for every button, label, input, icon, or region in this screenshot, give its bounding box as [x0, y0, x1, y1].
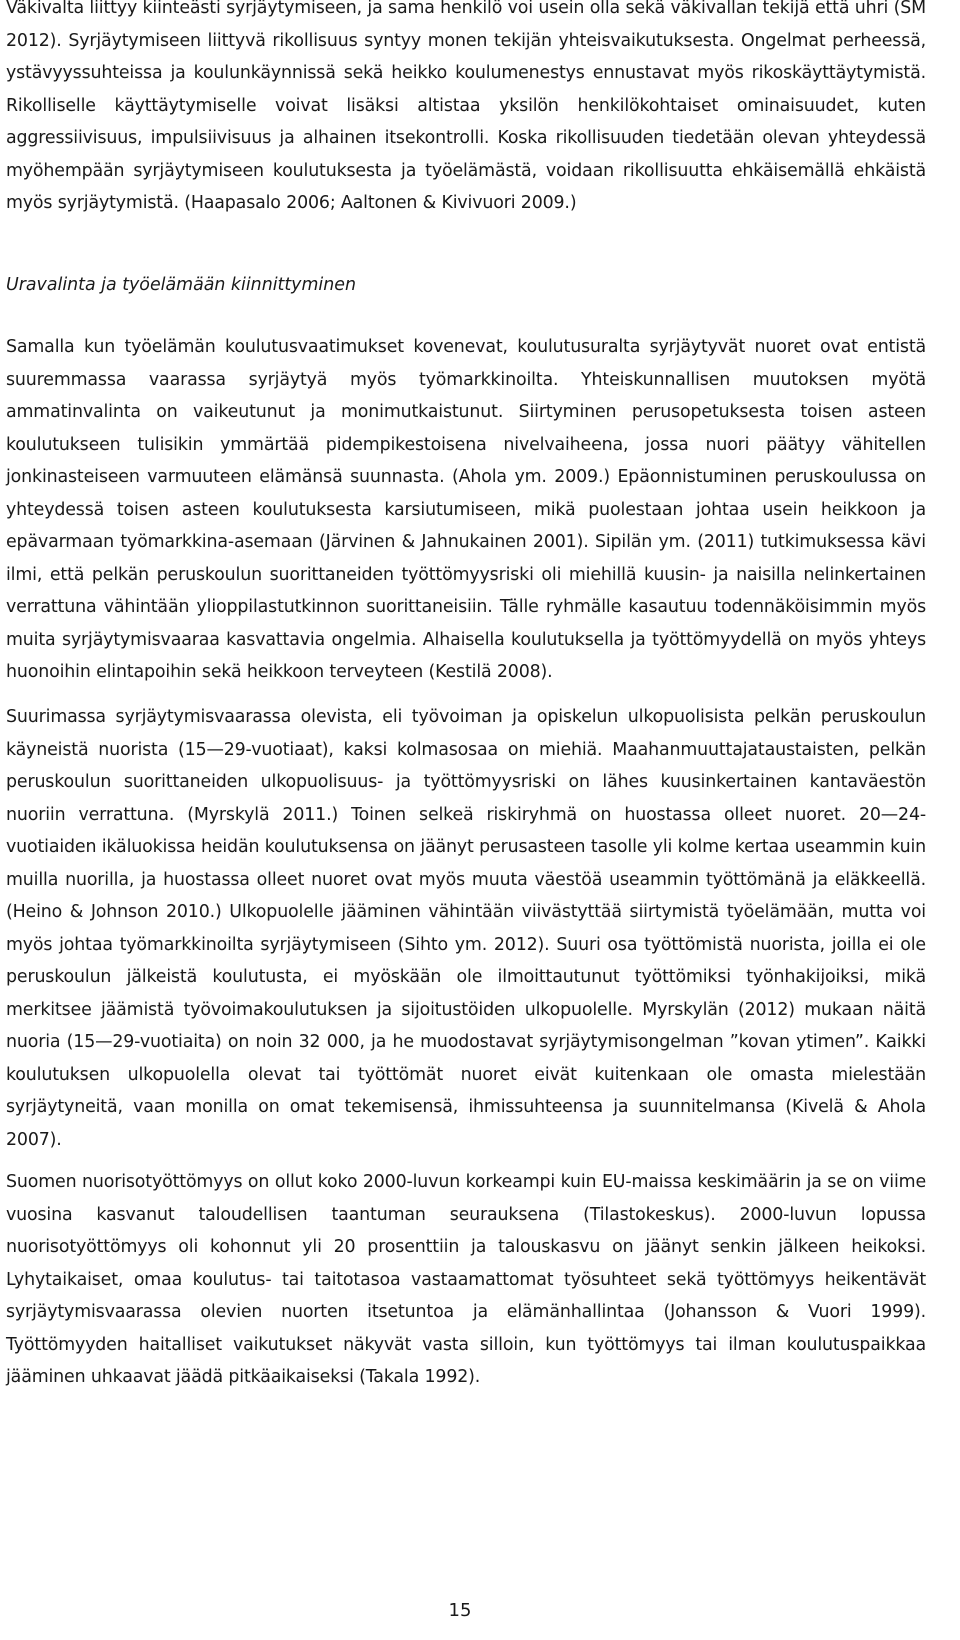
- paragraph-youth-unemployment: Suomen nuorisotyöttömyys on ollut koko 2000-luvun korkeampi kuin EU-maissa keskimäärin ja se on viime vuosina kasvanut taloudellisen taantuman seurauksena (Tilastokeskus). 2000-luvun lopussa nuorisotyöttömyys oli kohonnut yli 20 prosenttiin ja talouskasvu on jäänyt senkin jälkeen heikoksi. Lyhytaikaiset, omaa koulutus- tai taitotasoa vastaamattomat työsuhteet sekä työttömyys heikentävät syrjäytymisvaarassa olevien nuorten itsetuntoa ja elämänhallintaa (Johansson & Vuori 1999). Työttömyyden haitalliset vaikutukset näkyvät vasta silloin, kun työttömyys tai ilman koulutuspaikkaa jääminen uhkaavat jäädä pitkäaikaiseksi (Takala 1992).: [6, 1172, 926, 1387]
- page-number: 15: [448, 1600, 472, 1621]
- paragraph-violence: Väkivalta liittyy kiinteästi syrjäytymiseen, ja sama henkilö voi usein olla sekä väkivallan tekijä että uhri (SM 2012). Syrjäytymiseen liittyvä rikollisuus syntyy monen tekijän yhteisvaikutuksesta. Ongelmat perheessä, ystävyyssuhteissa ja koulunkäynnissä sekä heikko koulumenestys ennustavat myös rikoskäyttäytymistä. Rikolliselle käyttäytymiselle voivat lisäksi altistaa yksilön henkilökohtaiset ominaisuudet, kuten aggressiivisuus, impulsiivisuus ja alhainen itsekontrolli. Koska rikollisuuden tiedetään olevan yhteydessä myöhempään syrjäytymiseen koulutuksesta ja työelämästä, voidaan rikollisuutta ehkäisemällä ehkäistä myös syrjäytymistä. (Haapasalo 2006; Aaltonen & Kivivuori 2009.): [6, 0, 926, 213]
- paragraph-risk-groups: Suurimassa syrjäytymisvaarassa olevista, eli työvoiman ja opiskelun ulkopuolisista pelkän peruskoulun käyneistä nuorista (15—29-vuotiaat), kaksi kolmasosaa on miehiä. Maahanmuuttajataustaisten, pelkän peruskoulun suorittaneiden ulkopuolisuus- ja työttömyysriski on lähes kuusinkertainen kantaväestön nuoriin verrattuna. (Myrskylä 2011.) Toinen selkeä riskiryhmä on huostassa olleet nuoret. 20—24-vuotiaiden ikäluokissa heidän koulutuksensa on jäänyt perusasteen tasolle yli kolme kertaa useammin kuin muilla nuorilla, ja huostassa olleet nuoret ovat myös muuta väestöä useammin työttömänä ja eläkkeellä. (Heino & Johnson 2010.) Ulkopuolelle jääminen vähintään viivästyttää siirtymistä työelämään, mutta voi myös johtaa työmarkkinoilta syrjäytymiseen (Sihto ym. 2012). Suuri osa työttömistä nuorista, joilla ei ole peruskoulun jälkeistä koulutusta, ei myöskään ole ilmoittautunut työttömiksi työnhakijoiksi, mikä merkitsee jäämistä työvoimakoulutuksen ja sijoitustöiden ulkopuolelle. Myrskylän (2012) mukaan näitä nuoria (15—29-vuotiaita) on noin 32 000, ja he muodostavat syrjäytymisongelman ”kovan ytimen”. Kaikki koulutuksen ulkopuolella olevat tai työttömät nuoret eivät kuitenkaan ole omasta mielestään syrjäytyneitä, vaan monilla on omat tekemisensä, ihmissuhteensa ja suunnitelmansa (Kivelä & Ahola 2007).: [6, 707, 926, 1150]
- paragraph-career-choice: Samalla kun työelämän koulutusvaatimukset kovenevat, koulutusuralta syrjäytyvät nuoret ovat entistä suuremmassa vaarassa syrjäytyä myös työmarkkinoilta. Yhteiskunnallisen muutoksen myötä ammatinvalinta on vaikeutunut ja monimutkaistunut. Siirtyminen perusopetuksesta toisen asteen koulutukseen tulisikin ymmärtää pidempikestoisena nivelvaiheena, jossa nuori päätyy vähitellen jonkinasteiseen varmuuteen elämänsä suunnasta. (Ahola ym. 2009.) Epäonnistuminen peruskoulussa on yhteydessä toisen asteen koulutuksesta karsiutumiseen, mikä puolestaan johtaa usein heikkoon ja epävarmaan työmarkkina-asemaan (Järvinen & Jahnukainen 2001). Sipilän ym. (2011) tutkimuksessa kävi ilmi, että pelkän peruskoulun suorittaneiden työttömyysriski oli miehillä kuusin- ja naisilla nelinkertainen verrattuna vähintään ylioppilastutkinnon suorittaneisiin. Tälle ryhmälle kasautuu todennäköisimmin myös muita syrjäytymisvaaraa kasvattavia ongelmia. Alhaisella koulutuksella ja työttömyydellä on myös yhteys huonoihin elintapoihin sekä heikkoon terveyteen (Kestilä 2008).: [6, 337, 926, 682]
- section-heading: Uravalinta ja työelämään kiinnittyminen: [6, 275, 356, 295]
